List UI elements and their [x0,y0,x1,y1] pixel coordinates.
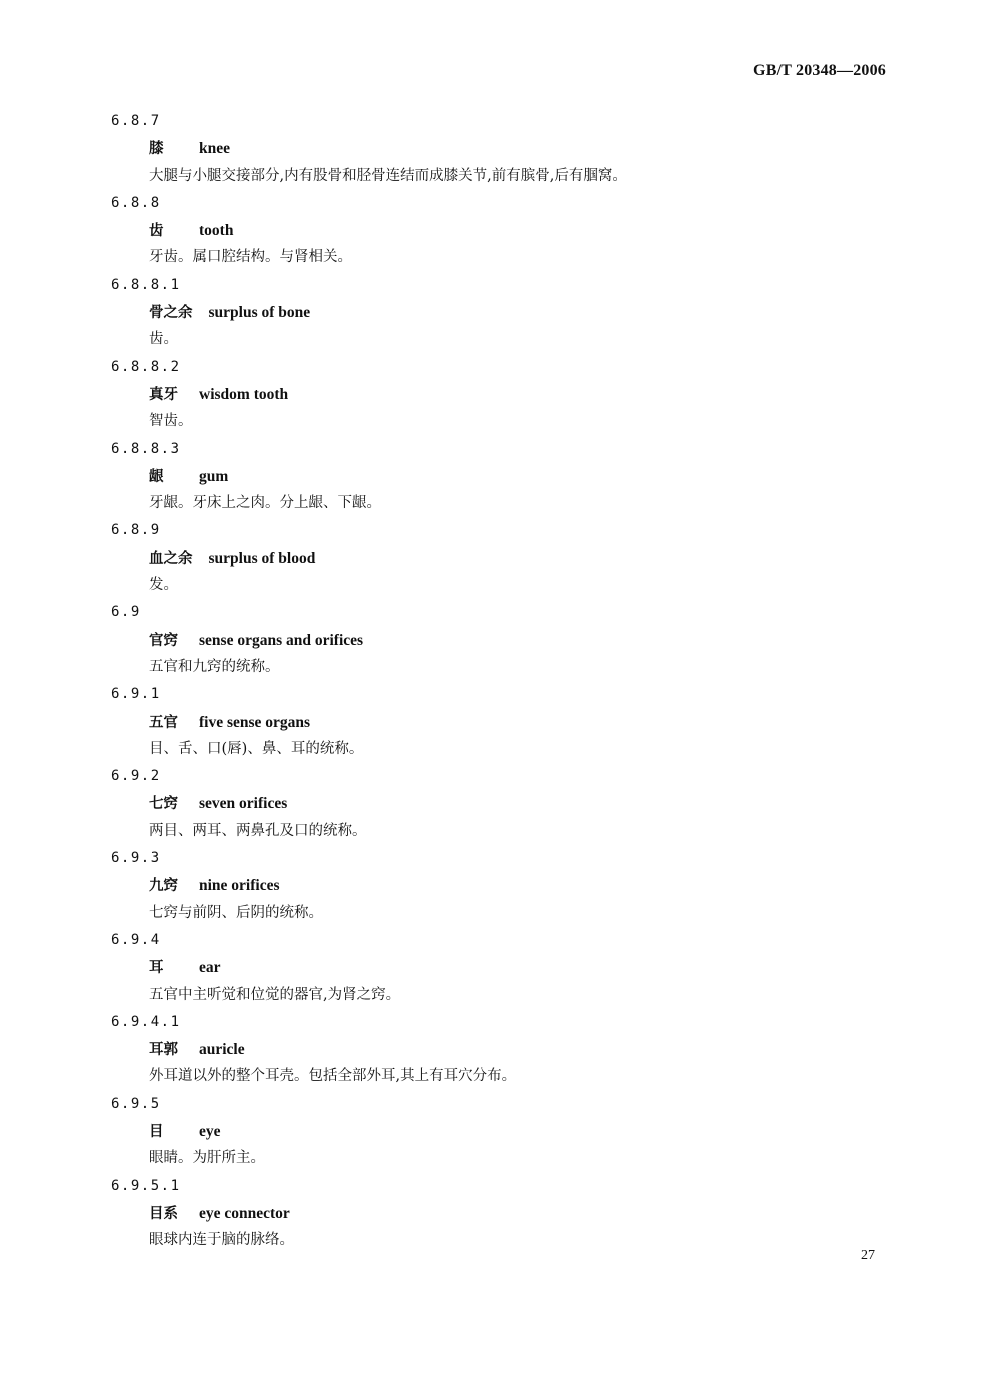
term-en: gum [199,467,229,485]
entry-number: 6.9.4 [111,931,161,948]
term-zh: 骨之余 [149,304,193,322]
entry-term [111,217,891,244]
entry-definition: 七窍与前阴、后阴的统称。 [149,904,323,921]
term-en: eye [199,1122,221,1140]
entry-term [111,709,891,736]
term-entry [111,190,891,272]
entry-term [111,1200,891,1227]
term-en: auricle [199,1041,245,1059]
entry-definition: 发。 [149,577,178,594]
entry-number: 6.8.8.3 [111,440,181,457]
entry-number: 6.9 [111,604,141,621]
term-entry [111,108,891,190]
term-en: tooth [199,222,234,240]
entry-term [111,381,891,408]
entry-definition: 目、舌、口(唇)、鼻、耳的统称。 [149,740,364,757]
term-entry [111,763,891,845]
entry-term [111,954,891,981]
entry-term [111,1036,891,1063]
entry-term [111,872,891,899]
term-en: knee [199,140,230,158]
term-zh: 目 [149,1122,164,1140]
entry-definition: 眼球内连于脑的脉络。 [149,1232,294,1249]
term-entry [111,436,891,518]
term-en: eye connector [199,1204,290,1222]
entry-definition: 齿。 [149,331,178,348]
term-en: seven orifices [199,795,288,813]
entry-term [111,1118,891,1145]
term-entry [111,927,891,1009]
term-en: surplus of bone [208,304,311,322]
term-entry [111,1091,891,1173]
entry-definition: 牙齿。属口腔结构。与肾相关。 [149,249,352,266]
term-zh: 血之余 [149,549,193,567]
term-zh: 真牙 [149,385,178,403]
entry-number: 6.9.5 [111,1095,161,1112]
entry-term [111,627,891,654]
term-en: nine orifices [199,877,280,895]
entry-definition: 五官和九窍的统称。 [149,658,280,675]
entry-number: 6.9.5.1 [111,1177,181,1194]
term-zh: 耳 [149,959,164,977]
term-entry [111,681,891,763]
entry-definition: 牙龈。牙床上之肉。分上龈、下龈。 [149,495,381,512]
entry-number: 6.8.9 [111,522,161,539]
entry-number: 6.8.8.2 [111,358,181,375]
term-entry [111,354,891,436]
entry-term [111,299,891,326]
entry-number: 6.9.2 [111,768,161,785]
term-zh: 目系 [149,1204,178,1222]
entry-number: 6.8.8 [111,194,161,211]
entry-number: 6.9.1 [111,686,161,703]
term-zh: 耳郭 [149,1041,178,1059]
entry-definition: 智齿。 [149,413,193,430]
term-zh: 九窍 [149,877,178,895]
term-zh: 官窍 [149,631,178,649]
term-zh: 膝 [149,140,164,158]
term-entry [111,1173,891,1255]
entry-definition: 两目、两耳、两鼻孔及口的统称。 [149,822,367,839]
term-en: wisdom tooth [199,385,289,403]
term-zh: 龈 [149,467,164,485]
entry-definition: 五官中主听觉和位觉的器官,为肾之窍。 [149,986,401,1003]
term-en: five sense organs [199,713,311,731]
entry-number: 6.9.4.1 [111,1013,181,1030]
standard-code: GB/T 20348—2006 [753,62,886,79]
entry-definition: 大腿与小腿交接部分,内有股骨和胫骨连结而成膝关节,前有膑骨,后有腘窝。 [149,167,627,184]
term-entry [111,845,891,927]
term-en: sense organs and orifices [199,631,364,649]
entry-definition: 眼睛。为肝所主。 [149,1150,265,1167]
term-zh: 齿 [149,222,164,240]
entry-term [111,135,891,162]
term-entry [111,517,891,599]
term-en: ear [199,959,221,977]
term-en: surplus of blood [208,549,316,567]
entry-number: 6.8.7 [111,113,161,129]
entry-term [111,463,891,490]
term-entry [111,599,891,681]
term-entry [111,1009,891,1091]
entry-term [111,790,891,817]
term-zh: 七窍 [149,795,178,813]
entry-number: 6.8.8.1 [111,276,181,293]
term-entry-list [111,108,891,1254]
entry-term [111,545,891,572]
entry-definition: 外耳道以外的整个耳壳。包括全部外耳,其上有耳穴分布。 [149,1068,517,1085]
page-number: 27 [861,1248,875,1263]
term-entry [111,272,891,354]
term-zh: 五官 [149,713,178,731]
entry-number: 6.9.3 [111,850,161,867]
